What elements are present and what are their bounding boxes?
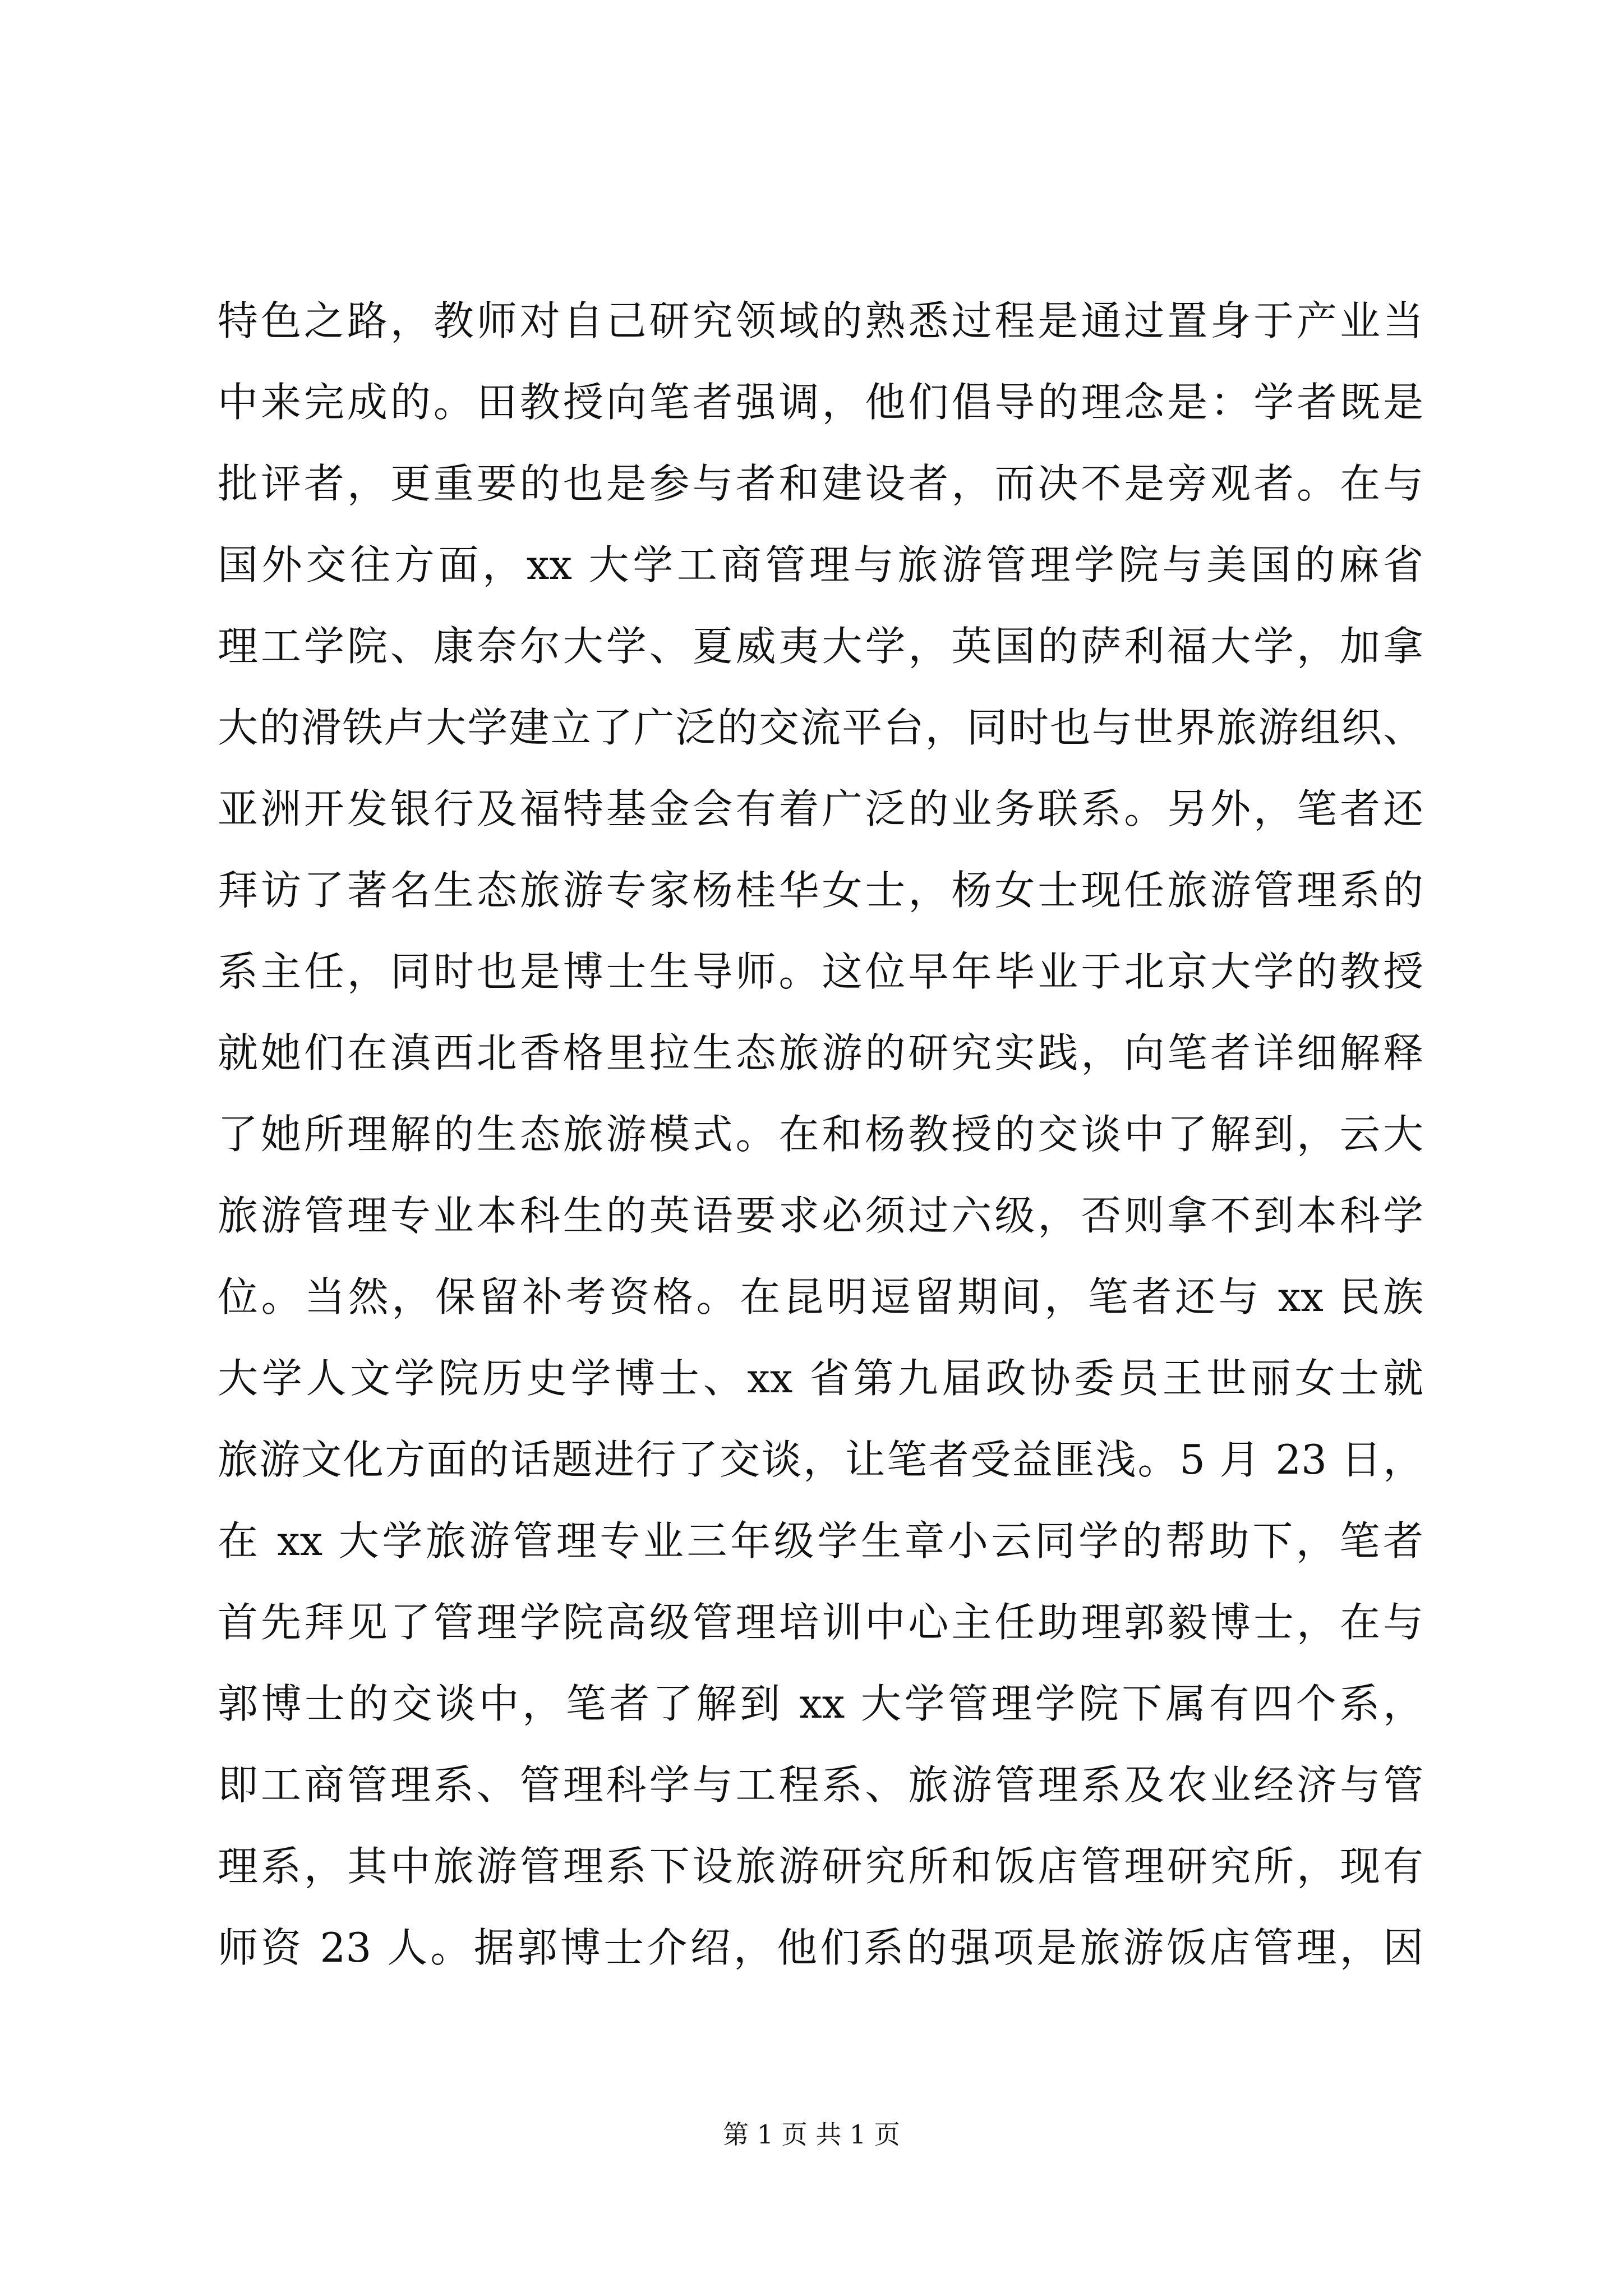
text-line: 批评者，更重要的也是参与者和建设者，而决不是旁观者。在与 <box>218 460 1423 507</box>
text-line: 系主任，同时也是博士生导师。这位早年毕业于北京大学的教授 <box>218 948 1423 995</box>
body-text <box>218 280 1423 1989</box>
text-line: 位。当然，保留补考资格。在昆明逗留期间，笔者还与 xx 民族 <box>218 1273 1423 1320</box>
text-line: 大的滑铁卢大学建立了广泛的交流平台，同时也与世界旅游组织、 <box>218 704 1423 751</box>
text-line: 亚洲开发银行及福特基金会有着广泛的业务联系。另外，笔者还 <box>218 785 1423 832</box>
text-line: 国外交往方面，xx 大学工商管理与旅游管理学院与美国的麻省 <box>218 541 1423 588</box>
text-line: 拜访了著名生态旅游专家杨桂华女士，杨女士现任旅游管理系的 <box>218 867 1423 914</box>
text-line: 旅游管理专业本科生的英语要求必须过六级，否则拿不到本科学 <box>218 1192 1423 1239</box>
text-line: 郭博士的交谈中，笔者了解到 xx 大学管理学院下属有四个系， <box>218 1680 1423 1727</box>
text-line: 理工学院、康奈尔大学、夏威夷大学，英国的萨利福大学，加拿 <box>218 623 1423 670</box>
text-line: 特色之路，教师对自己研究领域的熟悉过程是通过置身于产业当 <box>218 297 1423 344</box>
page-number-footer: 第 1 页 共 1 页 <box>723 2119 900 2150</box>
text-line: 师资 23 人。据郭博士介绍，他们系的强项是旅游饭店管理，因 <box>218 1924 1423 1971</box>
text-line: 在 xx 大学旅游管理专业三年级学生章小云同学的帮助下，笔者 <box>218 1517 1423 1565</box>
text-line: 就她们在滇西北香格里拉生态旅游的研究实践，向笔者详细解释 <box>218 1029 1423 1076</box>
text-line: 大学人文学院历史学博士、xx 省第九届政协委员王世丽女士就 <box>218 1355 1423 1402</box>
text-line: 中来完成的。田教授向笔者强调，他们倡导的理念是：学者既是 <box>218 379 1423 426</box>
text-line: 旅游文化方面的话题进行了交谈，让笔者受益匪浅。5 月 23 日， <box>218 1436 1423 1483</box>
text-line: 即工商管理系、管理科学与工程系、旅游管理系及农业经济与管 <box>218 1761 1423 1809</box>
text-line: 了她所理解的生态旅游模式。在和杨教授的交谈中了解到，云大 <box>218 1111 1423 1158</box>
text-line: 理系，其中旅游管理系下设旅游研究所和饭店管理研究所，现有 <box>218 1843 1423 1890</box>
text-line: 首先拜见了管理学院高级管理培训中心主任助理郭毅博士，在与 <box>218 1599 1423 1646</box>
